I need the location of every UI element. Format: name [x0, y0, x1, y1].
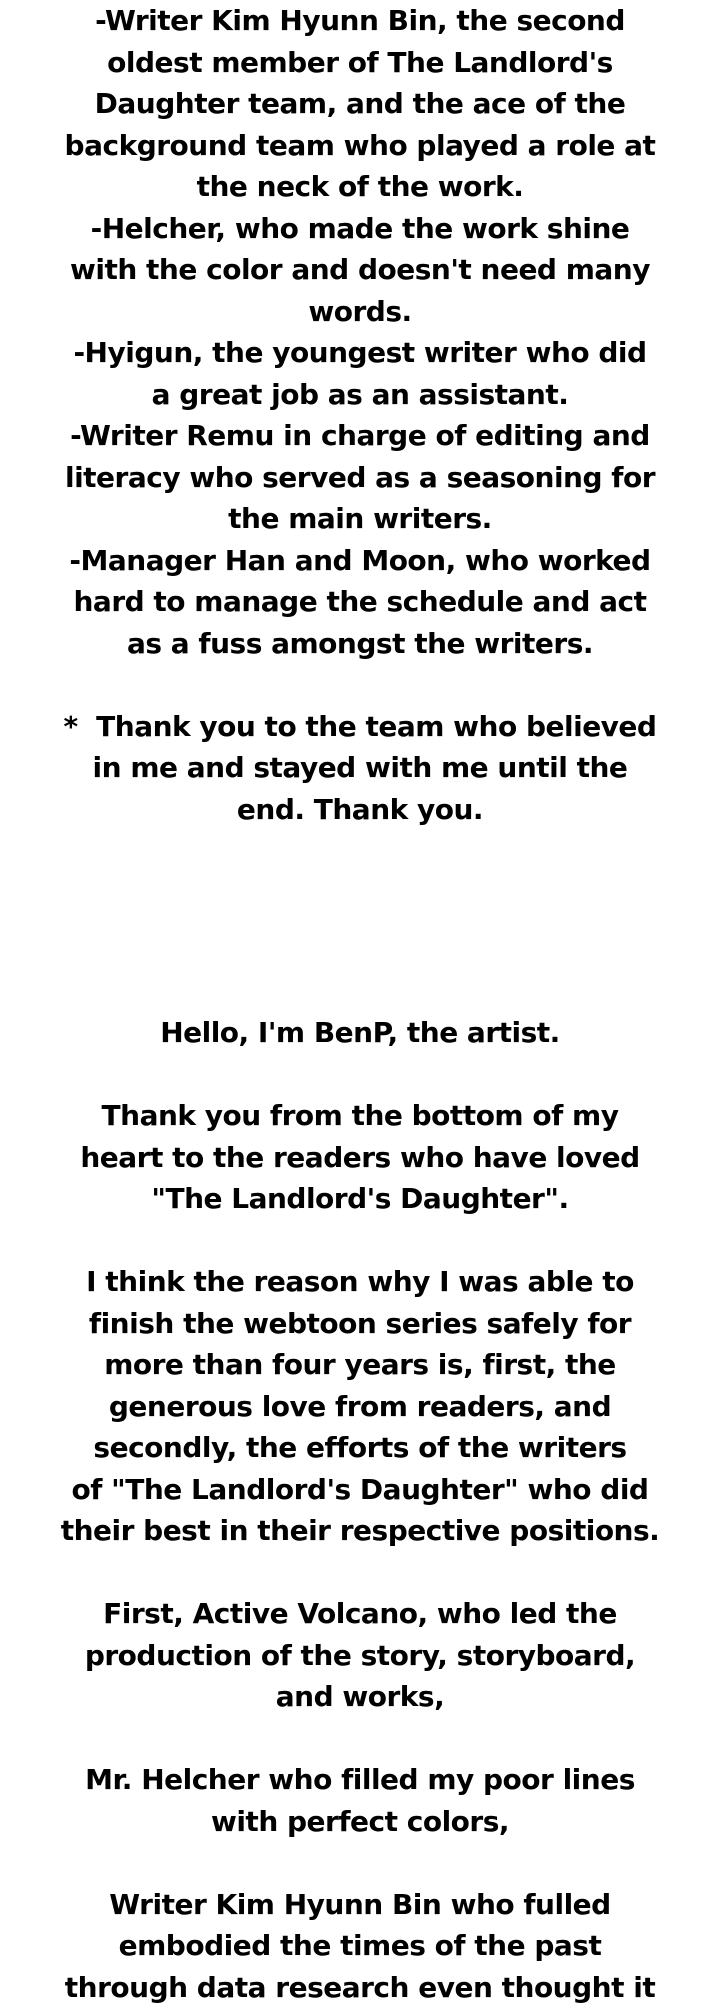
- text-line: the neck of the work.: [24, 166, 696, 208]
- text-line: finish the webtoon series safely for: [24, 1303, 696, 1345]
- text-line: -Manager Han and Moon, who worked: [24, 540, 696, 582]
- text-line: with the color and doesn't need many: [24, 249, 696, 291]
- text-line: background team who played a role at: [24, 125, 696, 167]
- text-line: the main writers.: [24, 498, 696, 540]
- credit-helcher: [24, 1759, 696, 1842]
- reader-thanks-paragraph: [24, 1095, 696, 1220]
- text-line: -Writer Kim Hyunn Bin, the second: [24, 0, 696, 42]
- text-line: a great job as an assistant.: [24, 374, 696, 416]
- text-line: embodied the times of the past: [24, 1925, 696, 1967]
- artist-greeting: [24, 1012, 696, 1054]
- text-line: Hello, I'm BenP, the artist.: [24, 1012, 696, 1054]
- text-line: I think the reason why I was able to: [24, 1261, 696, 1303]
- text-line: through data research even thought it: [24, 1967, 696, 2008]
- text-line: as a fuss amongst the writers.: [24, 623, 696, 665]
- team-thanks-note: [24, 706, 696, 831]
- credit-active-volcano: [24, 1593, 696, 1718]
- text-line: Thank you from the bottom of my: [24, 1095, 696, 1137]
- team-credits-paragraph: [24, 0, 696, 664]
- credit-kim-hyunn-bin: [24, 1884, 696, 2008]
- text-line: literacy who served as a seasoning for: [24, 457, 696, 499]
- text-line: in me and stayed with me until the: [24, 747, 696, 789]
- text-line: their best in their respective positions.: [24, 1510, 696, 1552]
- text-line: Writer Kim Hyunn Bin who fulled: [24, 1884, 696, 1926]
- text-line: First, Active Volcano, who led the: [24, 1593, 696, 1635]
- text-line: with perfect colors,: [24, 1801, 696, 1843]
- text-line: oldest member of The Landlord's: [24, 42, 696, 84]
- text-line: * Thank you to the team who believed: [24, 706, 696, 748]
- text-line: words.: [24, 291, 696, 333]
- text-line: of "The Landlord's Daughter" who did: [24, 1469, 696, 1511]
- text-line: -Helcher, who made the work shine: [24, 208, 696, 250]
- text-line: -Writer Remu in charge of editing and: [24, 415, 696, 457]
- text-line: production of the story, storyboard,: [24, 1635, 696, 1677]
- text-line: Daughter team, and the ace of the: [24, 83, 696, 125]
- reflection-paragraph: [24, 1261, 696, 1552]
- text-line: hard to manage the schedule and act: [24, 581, 696, 623]
- text-line: and works,: [24, 1676, 696, 1718]
- text-line: heart to the readers who have loved: [24, 1137, 696, 1179]
- text-line: Mr. Helcher who filled my poor lines: [24, 1759, 696, 1801]
- text-line: generous love from readers, and: [24, 1386, 696, 1428]
- text-line: secondly, the efforts of the writers: [24, 1427, 696, 1469]
- text-line: -Hyigun, the youngest writer who did: [24, 332, 696, 374]
- text-line: "The Landlord's Daughter".: [24, 1178, 696, 1220]
- text-line: more than four years is, first, the: [24, 1344, 696, 1386]
- text-line: end. Thank you.: [24, 789, 696, 831]
